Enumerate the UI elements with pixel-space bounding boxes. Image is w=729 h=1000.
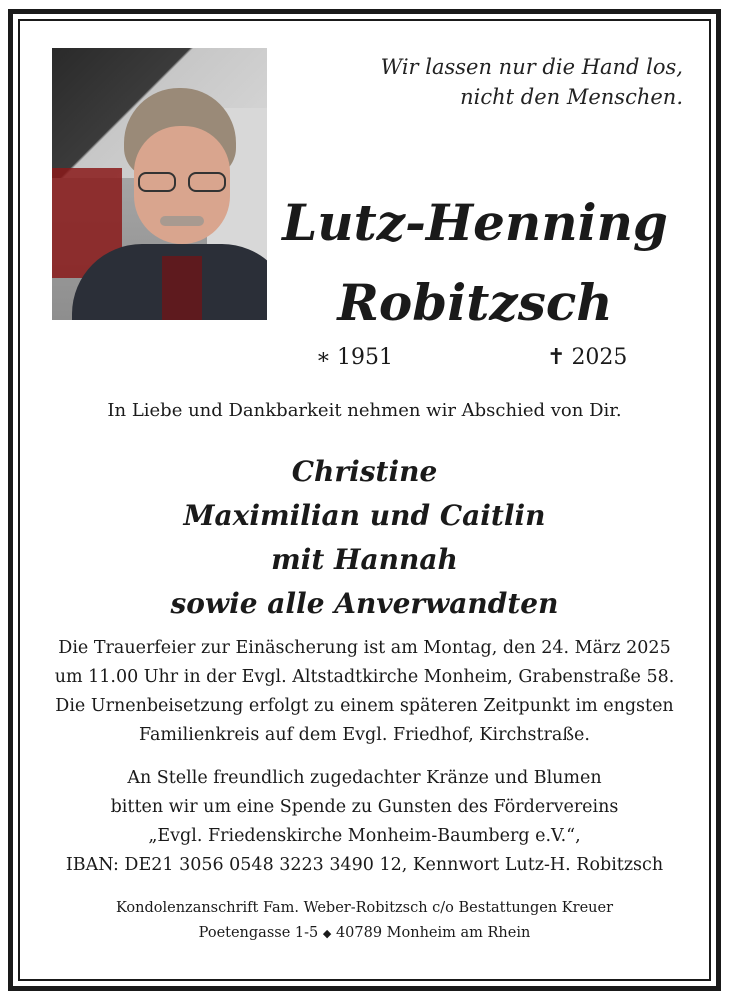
- city: 40789 Monheim am Rhein: [335, 925, 531, 941]
- donation-details: [20, 764, 709, 880]
- mourners-list: [20, 450, 709, 626]
- donation-line: „Evgl. Friedenskirche Monheim-Baumberg e.V.“,: [148, 826, 581, 846]
- service-line: Die Trauerfeier zur Einäscherung ist am Montag, den 24. März 2025: [58, 638, 671, 658]
- birth-date: [316, 344, 393, 372]
- quote-line-2: nicht den Menschen.: [460, 85, 683, 109]
- donation-line: An Stelle freundlich zugedachter Kränze und Blumen: [127, 768, 602, 788]
- address-line-1: Kondolenzanschrift Fam. Weber-Robitzsch c/o Bestattungen Kreuer: [115, 900, 614, 916]
- mourner-line: Maximilian und Caitlin: [183, 499, 546, 532]
- deceased-last-name: Robitzsch: [337, 273, 613, 332]
- mourner-line: sowie alle Anverwandten: [170, 587, 559, 620]
- condolence-address: [20, 896, 709, 946]
- portrait-photo: [52, 48, 267, 320]
- donation-line: bitten wir um eine Spende zu Gunsten des Fördervereins: [110, 797, 619, 817]
- address-line-2: [20, 921, 709, 946]
- birth-year: 1951: [336, 345, 393, 370]
- deceased-first-name: Lutz-Henning: [282, 193, 668, 252]
- cross-icon: ✝: [547, 345, 566, 370]
- death-year: 2025: [571, 345, 628, 370]
- service-line: um 11.00 Uhr in der Evgl. Altstadtkirche Monheim, Grabenstraße 58.: [54, 667, 675, 687]
- star-icon: ∗: [316, 345, 331, 370]
- street: Poetengasse 1-5: [198, 925, 319, 941]
- death-date: [547, 344, 627, 372]
- mourner-line: mit Hannah: [271, 543, 458, 576]
- service-line: Familienkreis auf dem Evgl. Friedhof, Kirchstraße.: [139, 725, 590, 745]
- quote-line-1: Wir lassen nur die Hand los,: [380, 55, 683, 79]
- service-line: Die Urnenbeisetzung erfolgt zu einem späteren Zeitpunkt im engsten: [55, 696, 674, 716]
- farewell-text: In Liebe und Dankbarkeit nehmen wir Abschied von Dir.: [107, 400, 622, 421]
- diamond-icon: ◆: [322, 927, 332, 940]
- service-details: [20, 634, 709, 750]
- donation-line: IBAN: DE21 3056 0548 3223 3490 12, Kennwort Lutz-H. Robitzsch: [65, 855, 664, 875]
- mourner-line: Christine: [291, 455, 438, 488]
- memorial-quote: [353, 52, 683, 112]
